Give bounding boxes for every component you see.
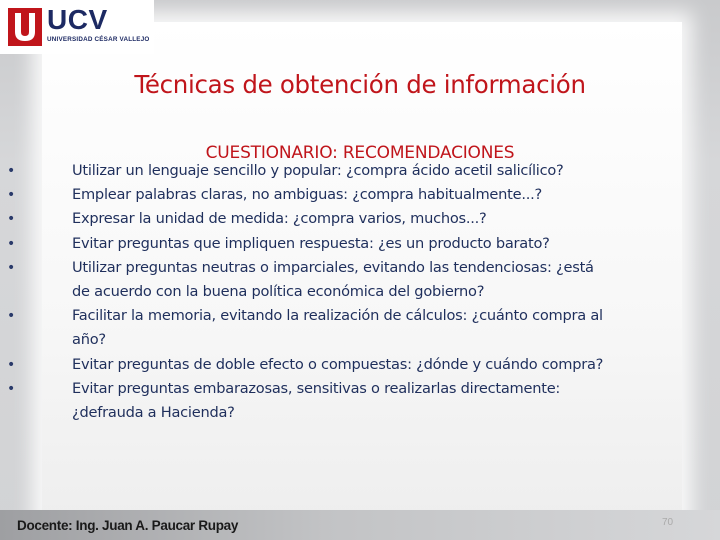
list-item-text: Expresar la unidad de medida: ¿compra varios, muchos...? (72, 210, 487, 228)
ucv-shield-icon (8, 8, 42, 46)
list-item-text: Evitar preguntas que impliquen respuesta: ¿es un producto barato? (72, 234, 550, 252)
list-item-text: Evitar preguntas de doble efecto o compuestas: ¿dónde y cuándo compra? (72, 355, 604, 373)
bullet-icon: • (7, 380, 16, 397)
list-item-text: Utilizar preguntas neutras o imparciales, evitando las tendenciosas: ¿está (72, 258, 594, 276)
list-item (0, 353, 720, 377)
logo-subtitle: UNIVERSIDAD CÉSAR VALLEJO (47, 36, 150, 43)
recommendations-list (0, 159, 720, 425)
footer-docente: Docente: Ing. Juan A. Paucar Rupay (17, 518, 239, 533)
bullet-icon: • (7, 187, 16, 204)
bullet-icon: • (7, 211, 16, 228)
list-item (0, 377, 720, 425)
list-item (0, 256, 720, 304)
list-item-text: Evitar preguntas embarazosas, sensitivas o realizarlas directamente: (72, 379, 561, 397)
list-item-text: Utilizar un lenguaje sencillo y popular: ¿compra ácido acetil salicílico? (72, 162, 564, 179)
list-item (0, 304, 720, 352)
list-item-text: de acuerdo con la buena política económica del gobierno? (72, 283, 485, 301)
bullet-icon: • (7, 356, 16, 373)
bullet-icon: • (7, 235, 16, 252)
bullet-icon: • (7, 259, 16, 276)
list-item-text: Emplear palabras claras, no ambiguas: ¿compra habitualmente...? (72, 186, 543, 204)
list-item (0, 232, 720, 256)
list-item (0, 207, 720, 231)
bullet-icon: • (7, 163, 16, 179)
list-item (0, 159, 720, 183)
bullet-icon: • (7, 308, 16, 325)
page-number: 70 (662, 517, 674, 528)
university-logo (0, 0, 154, 54)
list-item-text: ¿defrauda a Hacienda? (72, 404, 235, 422)
list-item-text: año? (72, 331, 106, 349)
slide-subtitle: CUESTIONARIO: RECOMENDACIONES (205, 143, 515, 163)
list-item-text: Facilitar la memoria, evitando la realización de cálculos: ¿cuánto compra al (72, 307, 603, 325)
slide-title: Técnicas de obtención de información (134, 70, 586, 99)
logo-wordmark: UCV (47, 4, 108, 35)
list-item (0, 183, 720, 207)
